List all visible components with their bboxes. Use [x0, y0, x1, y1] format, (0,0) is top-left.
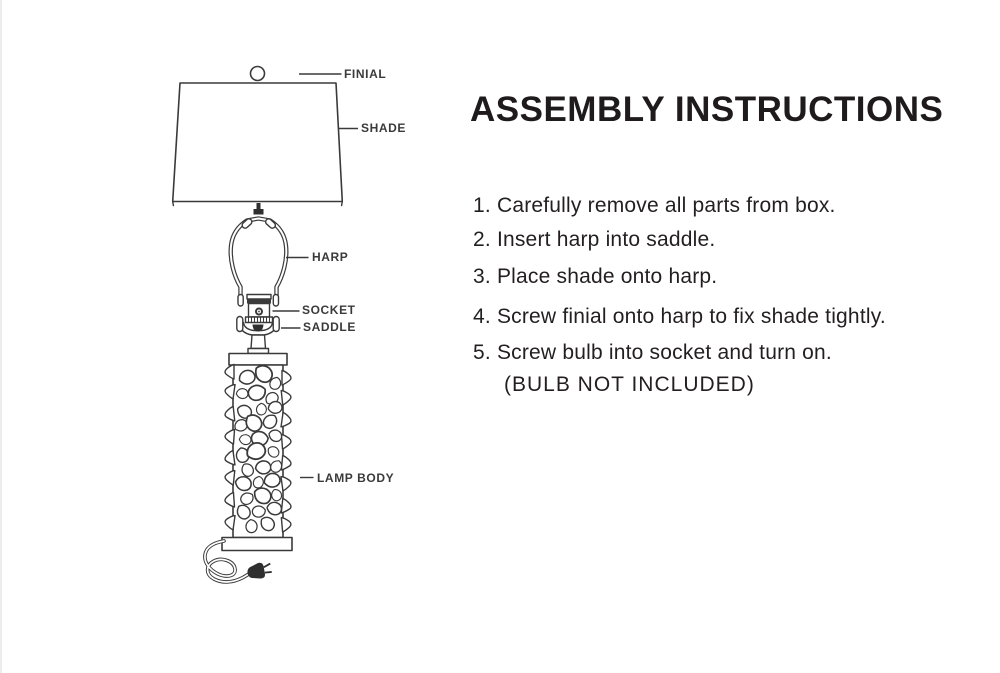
instruction-step-1: 1. Carefully remove all parts from box.: [473, 194, 836, 217]
harp-drawing: [231, 203, 287, 306]
label-harp: HARP: [312, 250, 349, 264]
instruction-step-3: 3. Place shade onto harp.: [473, 265, 718, 288]
socket-drawing: [246, 295, 273, 323]
base-drawing: [222, 538, 292, 551]
label-socket: SOCKET: [302, 303, 356, 317]
lamp-diagram: [0, 0, 460, 660]
shade-drawing: [173, 83, 343, 206]
label-saddle: SADDLE: [303, 320, 356, 334]
lamp-body-drawing: [224, 354, 292, 538]
instruction-step-2: 2. Insert harp into saddle.: [473, 228, 716, 251]
neck-drawing: [248, 335, 269, 354]
bulb-not-included-note: (BULB NOT INCLUDED): [504, 373, 755, 396]
page-title: ASSEMBLY INSTRUCTIONS: [470, 90, 944, 129]
plug-drawing: [246, 561, 272, 581]
instruction-step-5: 5. Screw bulb into socket and turn on.: [473, 341, 832, 364]
label-lamp-body: LAMP BODY: [317, 471, 395, 485]
instruction-step-4: 4. Screw finial onto harp to fix shade tightly.: [473, 305, 886, 328]
finial-drawing: [251, 67, 265, 81]
label-finial: FINIAL: [344, 67, 387, 81]
label-shade: SHADE: [361, 121, 407, 135]
